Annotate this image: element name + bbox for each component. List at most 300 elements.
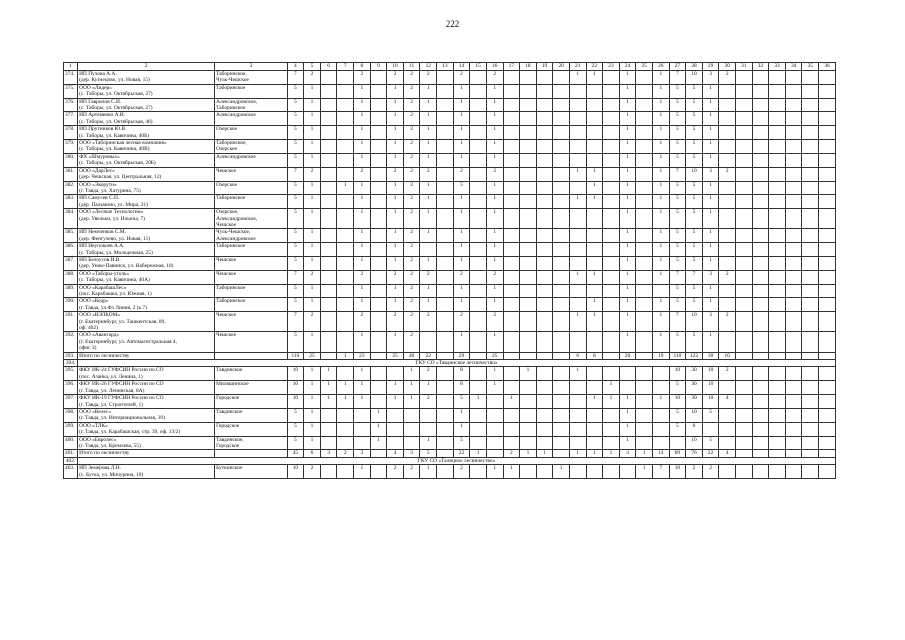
value-cell <box>553 450 570 457</box>
value-cell <box>769 332 786 352</box>
value-cell <box>802 395 819 409</box>
value-cell <box>536 436 553 450</box>
forestry-district: Александровское, Таборинское <box>215 98 288 112</box>
value-cell: 1 <box>619 140 636 154</box>
table-row <box>64 465 836 479</box>
column-number-header: 1 <box>64 63 78 71</box>
value-cell <box>769 153 786 167</box>
column-number-header: 25 <box>636 63 653 71</box>
column-number-header: 24 <box>619 63 636 71</box>
section-title: ГКУ СО «Тавдинское лесничество» <box>78 360 836 367</box>
value-cell <box>785 243 802 257</box>
value-cell <box>486 408 503 422</box>
value-cell <box>370 352 387 359</box>
value-cell: 2 <box>719 71 736 85</box>
value-cell <box>603 209 620 229</box>
value-cell <box>320 332 337 352</box>
value-cell: 8 <box>453 367 470 381</box>
value-cell: 6 <box>686 422 703 436</box>
forestry-district: Чешское <box>215 256 288 270</box>
value-cell: 1 <box>520 367 537 381</box>
value-cell <box>569 436 586 450</box>
value-cell <box>503 71 520 85</box>
value-cell <box>603 298 620 312</box>
value-cell <box>586 381 603 395</box>
value-cell <box>802 436 819 450</box>
value-cell: 1 <box>586 298 603 312</box>
value-cell <box>437 126 454 140</box>
value-cell <box>819 436 836 450</box>
value-cell <box>536 332 553 352</box>
value-cell <box>769 270 786 284</box>
value-cell <box>370 153 387 167</box>
value-cell <box>503 298 520 312</box>
value-cell <box>370 381 387 395</box>
value-cell: 25 <box>387 352 404 359</box>
organization-name: ООО «Велес» (г. Тавда, ул. Интернациональная, 39) <box>78 408 215 422</box>
value-cell <box>619 367 636 381</box>
organization-name: ООО «Кедр» (г. Тавда, ул.Фз Линия, 2 (к.7) <box>78 298 215 312</box>
value-cell <box>802 167 819 181</box>
value-cell: 10 <box>287 381 304 395</box>
value-cell <box>320 312 337 332</box>
value-cell: 1 <box>619 195 636 209</box>
value-cell <box>819 465 836 479</box>
value-cell <box>520 332 537 352</box>
value-cell <box>603 312 620 332</box>
value-cell: 1 <box>420 84 437 98</box>
value-cell: 1 <box>586 167 603 181</box>
value-cell: 1 <box>304 256 321 270</box>
value-cell <box>802 332 819 352</box>
value-cell: 1 <box>486 465 503 479</box>
value-cell: 2 <box>387 465 404 479</box>
value-cell <box>819 209 836 229</box>
value-cell: 1 <box>370 408 387 422</box>
value-cell: 1 <box>304 284 321 298</box>
value-cell: 1 <box>304 229 321 243</box>
organization-name: ООО «ТЛК» (г. Тавда, ул. Карабашская, стр. 39, оф. 13/2) <box>78 422 215 436</box>
value-cell: 10 <box>702 381 719 395</box>
value-cell: 2 <box>304 167 321 181</box>
value-cell <box>553 298 570 312</box>
value-cell <box>553 256 570 270</box>
value-cell <box>819 284 836 298</box>
value-cell <box>819 256 836 270</box>
value-cell: 2 <box>420 395 437 409</box>
value-cell: 7 <box>669 71 686 85</box>
value-cell: 3 <box>320 450 337 457</box>
value-cell: 10 <box>686 71 703 85</box>
value-cell <box>636 298 653 312</box>
value-cell <box>736 71 753 85</box>
value-cell <box>420 332 437 352</box>
value-cell: 76 <box>686 450 703 457</box>
column-number-header: 21 <box>569 63 586 71</box>
value-cell <box>437 408 454 422</box>
value-cell: 4 <box>619 450 636 457</box>
value-cell: 5 <box>669 195 686 209</box>
value-cell: 1 <box>304 367 321 381</box>
forestry-district: Чешское <box>215 312 288 332</box>
value-cell: 2 <box>403 332 420 352</box>
value-cell: 1 <box>652 112 669 126</box>
value-cell <box>370 181 387 195</box>
value-cell: 1 <box>453 195 470 209</box>
value-cell <box>769 256 786 270</box>
value-cell <box>636 209 653 229</box>
value-cell: 2 <box>304 465 321 479</box>
value-cell <box>636 126 653 140</box>
value-cell <box>636 270 653 284</box>
value-cell <box>437 98 454 112</box>
value-cell: 1 <box>569 195 586 209</box>
value-cell <box>752 408 769 422</box>
section-row <box>64 360 836 367</box>
value-cell: 3 <box>702 167 719 181</box>
value-cell <box>536 312 553 332</box>
value-cell: 1 <box>387 195 404 209</box>
value-cell: 5 <box>287 98 304 112</box>
column-number-header: 13 <box>437 63 454 71</box>
value-cell <box>769 284 786 298</box>
value-cell <box>320 195 337 209</box>
column-number-header: 26 <box>652 63 669 71</box>
column-number-header: 34 <box>785 63 802 71</box>
value-cell: 1 <box>486 126 503 140</box>
value-cell <box>553 243 570 257</box>
column-number-header: 35 <box>802 63 819 71</box>
value-cell <box>802 465 819 479</box>
value-cell <box>536 270 553 284</box>
value-cell <box>370 167 387 181</box>
value-cell: 1 <box>304 84 321 98</box>
value-cell <box>819 153 836 167</box>
value-cell: 1 <box>453 112 470 126</box>
column-number-header: 2 <box>78 63 215 71</box>
column-number-header: 29 <box>702 63 719 71</box>
value-cell <box>752 298 769 312</box>
value-cell <box>569 229 586 243</box>
value-cell <box>370 71 387 85</box>
value-cell <box>437 195 454 209</box>
value-cell <box>785 422 802 436</box>
value-cell: 1 <box>486 332 503 352</box>
value-cell: 30 <box>686 395 703 409</box>
value-cell: 1 <box>420 140 437 154</box>
value-cell <box>553 422 570 436</box>
value-cell <box>553 153 570 167</box>
value-cell <box>337 98 354 112</box>
forest-users-table <box>63 62 836 479</box>
table-row <box>64 352 836 359</box>
value-cell <box>503 312 520 332</box>
value-cell <box>586 284 603 298</box>
value-cell <box>752 153 769 167</box>
value-cell: 1 <box>486 381 503 395</box>
value-cell <box>536 112 553 126</box>
value-cell <box>636 98 653 112</box>
value-cell <box>437 436 454 450</box>
value-cell: 10 <box>702 367 719 381</box>
value-cell: 1 <box>619 209 636 229</box>
value-cell: 5 <box>686 298 703 312</box>
value-cell <box>569 84 586 98</box>
value-cell: 10 <box>686 312 703 332</box>
value-cell <box>553 284 570 298</box>
value-cell: 6 <box>569 352 586 359</box>
value-cell <box>752 126 769 140</box>
value-cell <box>370 465 387 479</box>
value-cell: 1 <box>569 270 586 284</box>
value-cell: 2 <box>304 71 321 85</box>
value-cell <box>802 256 819 270</box>
table-header-row <box>64 63 836 71</box>
value-cell <box>586 112 603 126</box>
value-cell: 1 <box>636 465 653 479</box>
table-row <box>64 71 836 85</box>
value-cell: 22 <box>702 450 719 457</box>
value-cell <box>470 298 487 312</box>
value-cell <box>337 332 354 352</box>
value-cell: 30 <box>702 352 719 359</box>
value-cell: 2 <box>304 312 321 332</box>
organization-name: ООО «Таборы-уголь» (с. Таборы, ул. Кавичина, 40А) <box>78 270 215 284</box>
value-cell <box>603 84 620 98</box>
value-cell: 1 <box>453 422 470 436</box>
value-cell: 2 <box>403 98 420 112</box>
value-cell <box>769 181 786 195</box>
table-row <box>64 126 836 140</box>
value-cell <box>785 167 802 181</box>
value-cell: 89 <box>669 450 686 457</box>
value-cell <box>785 229 802 243</box>
value-cell: 2 <box>403 195 420 209</box>
value-cell: 5 <box>669 153 686 167</box>
value-cell: 2 <box>403 167 420 181</box>
value-cell: 1 <box>702 332 719 352</box>
value-cell <box>520 229 537 243</box>
value-cell <box>320 209 337 229</box>
value-cell: 1 <box>337 395 354 409</box>
value-cell: 110 <box>287 352 304 359</box>
value-cell <box>503 167 520 181</box>
value-cell <box>470 181 487 195</box>
value-cell <box>752 84 769 98</box>
value-cell <box>619 381 636 395</box>
value-cell <box>819 167 836 181</box>
value-cell <box>636 352 653 359</box>
value-cell <box>719 98 736 112</box>
value-cell <box>669 436 686 450</box>
value-cell <box>370 140 387 154</box>
value-cell <box>586 332 603 352</box>
value-cell <box>503 84 520 98</box>
value-cell <box>387 422 404 436</box>
value-cell <box>819 126 836 140</box>
value-cell: 1 <box>603 395 620 409</box>
value-cell: 1 <box>619 71 636 85</box>
table-row <box>64 98 836 112</box>
value-cell: 5 <box>686 153 703 167</box>
value-cell <box>486 422 503 436</box>
row-number: 399. <box>64 422 78 436</box>
value-cell <box>437 256 454 270</box>
organization-name: ООО «ВЭЛКОМ» (г. Екатеринбург, ул. Ташкентская, 89, оф. 402) <box>78 312 215 332</box>
value-cell: 1 <box>304 436 321 450</box>
value-cell <box>802 284 819 298</box>
value-cell <box>337 270 354 284</box>
value-cell: 2 <box>403 126 420 140</box>
value-cell <box>769 84 786 98</box>
value-cell: 1 <box>486 140 503 154</box>
value-cell <box>470 229 487 243</box>
value-cell: 10 <box>702 395 719 409</box>
value-cell <box>752 332 769 352</box>
value-cell: 2 <box>403 71 420 85</box>
row-number: 380. <box>64 153 78 167</box>
value-cell: 1 <box>652 270 669 284</box>
value-cell: 1 <box>702 126 719 140</box>
value-cell <box>719 181 736 195</box>
value-cell: 2 <box>403 153 420 167</box>
value-cell: 7 <box>287 71 304 85</box>
value-cell: 5 <box>686 140 703 154</box>
value-cell: 1 <box>387 112 404 126</box>
value-cell <box>470 153 487 167</box>
value-cell <box>603 367 620 381</box>
value-cell: 1 <box>453 298 470 312</box>
value-cell <box>769 195 786 209</box>
value-cell: 1 <box>702 229 719 243</box>
value-cell <box>420 422 437 436</box>
value-cell: 1 <box>619 153 636 167</box>
value-cell <box>320 243 337 257</box>
column-number-header: 6 <box>320 63 337 71</box>
value-cell: 1 <box>486 298 503 312</box>
value-cell <box>603 256 620 270</box>
value-cell: 110 <box>669 352 686 359</box>
value-cell <box>785 84 802 98</box>
value-cell <box>769 422 786 436</box>
column-number-header: 17 <box>503 63 520 71</box>
value-cell: 5 <box>287 284 304 298</box>
value-cell <box>636 284 653 298</box>
value-cell: 5 <box>686 332 703 352</box>
row-number: 392. <box>64 332 78 352</box>
value-cell <box>520 270 537 284</box>
value-cell: 4 <box>719 450 736 457</box>
value-cell <box>802 270 819 284</box>
value-cell: 2 <box>486 167 503 181</box>
value-cell <box>437 71 454 85</box>
value-cell <box>736 98 753 112</box>
value-cell: 1 <box>619 112 636 126</box>
value-cell <box>569 256 586 270</box>
value-cell: 4 <box>719 395 736 409</box>
value-cell: 5 <box>669 243 686 257</box>
value-cell: 5 <box>686 84 703 98</box>
value-cell: 5 <box>287 126 304 140</box>
value-cell: 5 <box>287 153 304 167</box>
value-cell <box>636 256 653 270</box>
row-number: 389. <box>64 284 78 298</box>
value-cell <box>719 381 736 395</box>
forestry-district: Тавдинское <box>215 367 288 381</box>
value-cell <box>553 352 570 359</box>
value-cell <box>370 229 387 243</box>
table-row <box>64 112 836 126</box>
value-cell <box>370 112 387 126</box>
value-cell <box>769 98 786 112</box>
value-cell <box>503 140 520 154</box>
value-cell <box>802 229 819 243</box>
value-cell <box>802 140 819 154</box>
table-row <box>64 270 836 284</box>
value-cell <box>769 209 786 229</box>
value-cell <box>437 367 454 381</box>
value-cell <box>736 181 753 195</box>
organization-name: ИП Белоусов И.В. (дер. Унже-Павинск, ул. Набережная, 18) <box>78 256 215 270</box>
value-cell <box>320 181 337 195</box>
value-cell <box>752 195 769 209</box>
value-cell: 5 <box>287 140 304 154</box>
value-cell <box>536 153 553 167</box>
forestry-district: Чешское <box>215 167 288 181</box>
row-number: 402. <box>64 457 78 464</box>
value-cell: 5 <box>669 256 686 270</box>
value-cell: 2 <box>354 270 371 284</box>
value-cell <box>736 195 753 209</box>
value-cell <box>503 229 520 243</box>
value-cell <box>785 465 802 479</box>
value-cell: 1 <box>619 312 636 332</box>
value-cell <box>785 408 802 422</box>
value-cell <box>785 112 802 126</box>
value-cell: 14 <box>652 450 669 457</box>
value-cell <box>520 140 537 154</box>
value-cell <box>536 181 553 195</box>
value-cell: 1 <box>652 84 669 98</box>
value-cell <box>769 243 786 257</box>
value-cell <box>603 332 620 352</box>
value-cell: 1 <box>619 243 636 257</box>
value-cell <box>553 270 570 284</box>
value-cell <box>769 112 786 126</box>
value-cell: 1 <box>354 153 371 167</box>
forestry-district: Александровское <box>215 153 288 167</box>
value-cell <box>520 352 537 359</box>
section-row <box>64 457 836 464</box>
value-cell <box>536 465 553 479</box>
value-cell: 1 <box>569 167 586 181</box>
value-cell: 5 <box>287 195 304 209</box>
value-cell: 2 <box>387 167 404 181</box>
value-cell: 5 <box>686 126 703 140</box>
organization-name: ООО «Евролес» (г. Тавда, ул. Кремлева, 55) <box>78 436 215 450</box>
value-cell <box>437 465 454 479</box>
value-cell <box>320 84 337 98</box>
value-cell <box>536 352 553 359</box>
value-cell: 10 <box>719 352 736 359</box>
forestry-district: Городское <box>215 395 288 409</box>
value-cell: 1 <box>586 450 603 457</box>
value-cell: 7 <box>287 270 304 284</box>
value-cell <box>520 422 537 436</box>
value-cell: 1 <box>470 395 487 409</box>
value-cell <box>752 270 769 284</box>
value-cell <box>802 181 819 195</box>
